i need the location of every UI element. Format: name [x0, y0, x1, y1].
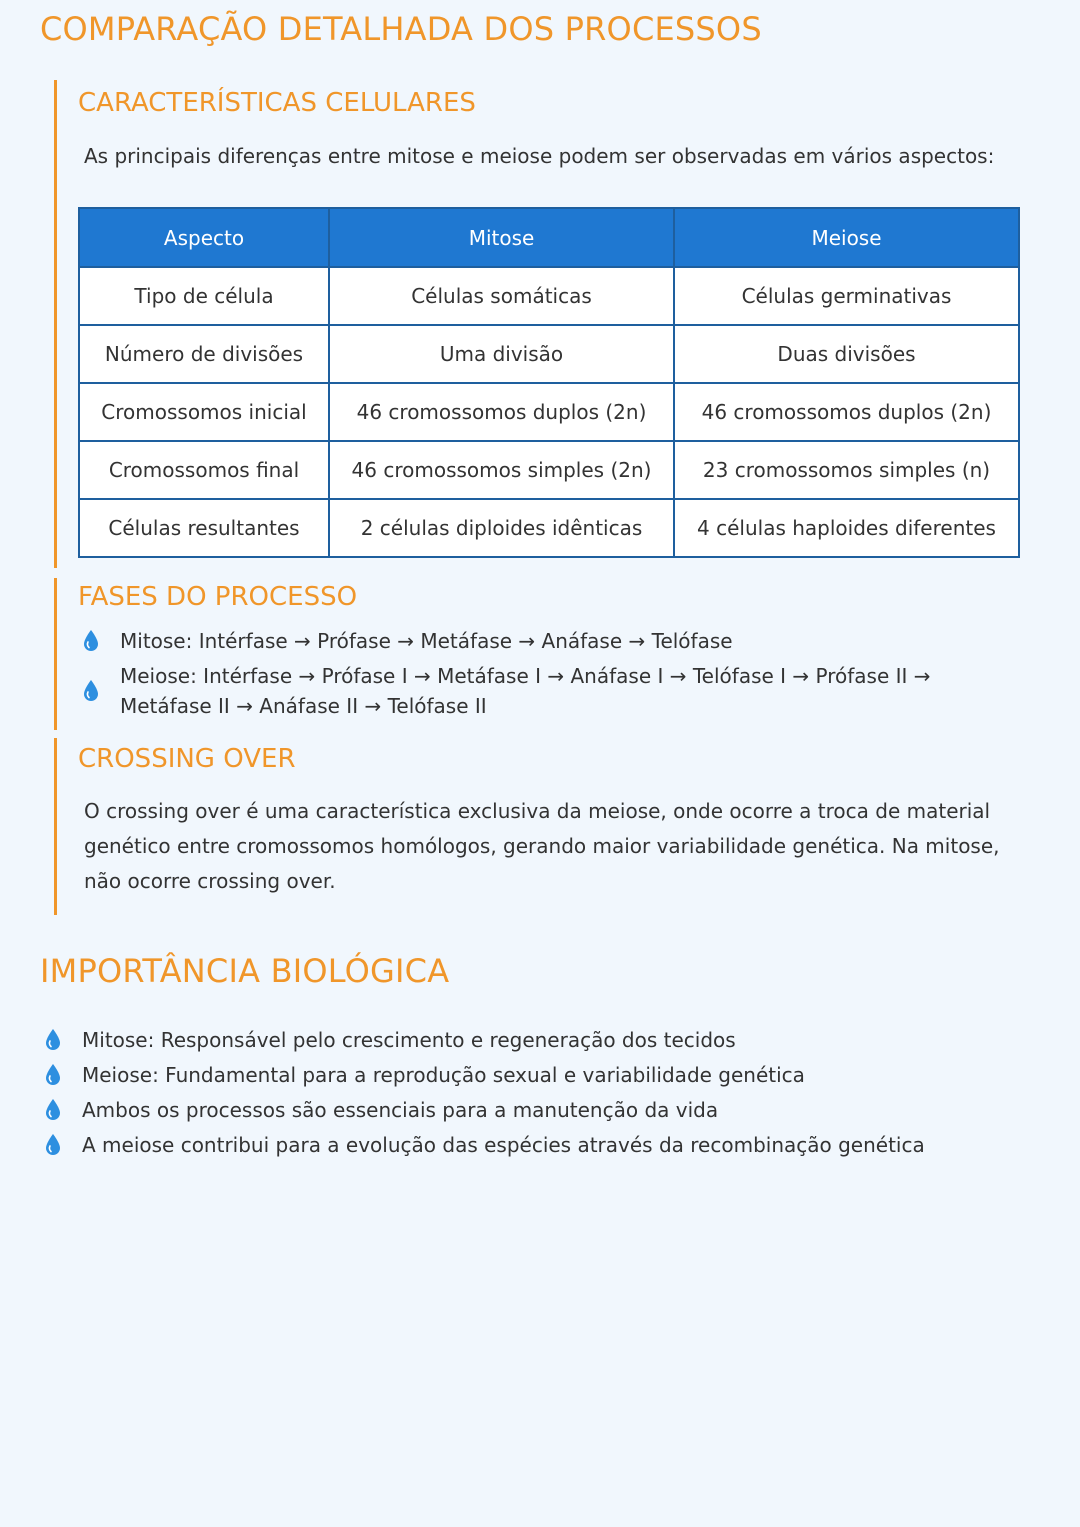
table-cell: Cromossomos final [79, 441, 329, 499]
importancia-text: Mitose: Responsável pelo crescimento e regeneração dos tecidos [82, 1028, 736, 1052]
table-cell: 46 cromossomos simples (2n) [329, 441, 674, 499]
water-drop-icon [44, 1098, 62, 1122]
water-drop-icon [44, 1133, 62, 1157]
table-cell: 46 cromossomos duplos (2n) [329, 383, 674, 441]
water-drop-icon [44, 1028, 62, 1052]
section-caracteristicas [54, 80, 1037, 568]
table-cell: 23 cromossomos simples (n) [674, 441, 1019, 499]
table-header-cell: Aspecto [79, 208, 329, 267]
importancia-text: A meiose contribui para a evolução das espécies através da recombinação genética [82, 1133, 925, 1157]
table-cell: Duas divisões [674, 325, 1019, 383]
page-title: COMPARAÇÃO DETALHADA DOS PROCESSOS [40, 10, 762, 48]
table-header-cell: Mitose [329, 208, 674, 267]
table-cell: 4 células haploides diferentes [674, 499, 1019, 557]
table-cell: Uma divisão [329, 325, 674, 383]
table-row [79, 499, 1019, 557]
importancia-text: Meiose: Fundamental para a reprodução sexual e variabilidade genética [82, 1063, 805, 1087]
section-fases [54, 578, 1037, 730]
section-heading-crossing: CROSSING OVER [78, 744, 296, 774]
importancia-list [44, 1023, 1024, 1163]
table-row [79, 441, 1019, 499]
table-row [79, 325, 1019, 383]
table-cell: Número de divisões [79, 325, 329, 383]
list-item [44, 1128, 1024, 1163]
crossing-text: O crossing over é uma característica exclusiva da meiose, onde ocorre a troca de material genético entre cromossomos homólogos, gerando maior variabilidade genética. Na mitose, não ocorre crossing over. [84, 799, 1000, 893]
water-drop-icon [82, 679, 100, 703]
list-item [44, 1023, 1024, 1058]
table-cell: 46 cromossomos duplos (2n) [674, 383, 1019, 441]
table-cell: Tipo de célula [79, 267, 329, 325]
fases-list [82, 626, 1012, 726]
table-cell: Células somáticas [329, 267, 674, 325]
importancia-text: Ambos os processos são essenciais para a manutenção da vida [82, 1098, 719, 1122]
list-item [44, 1058, 1024, 1093]
table-header-cell: Meiose [674, 208, 1019, 267]
table-header-row [79, 208, 1019, 267]
water-drop-icon [82, 629, 100, 653]
table-row [79, 383, 1019, 441]
table-cell: Células resultantes [79, 499, 329, 557]
water-drop-icon [44, 1063, 62, 1087]
table-cell: Células germinativas [674, 267, 1019, 325]
fase-text: Mitose: Intérfase → Prófase → Metáfase → Anáfase → Telófase [120, 629, 733, 653]
table-cell: 2 células diploides idênticas [329, 499, 674, 557]
intro-text: As principais diferenças entre mitose e meiose podem ser observadas em vários aspectos: [84, 144, 995, 168]
table-cell: Cromossomos inicial [79, 383, 329, 441]
section-heading-caracteristicas: CARACTERÍSTICAS CELULARES [78, 88, 476, 118]
list-item [82, 626, 1012, 656]
importancia-title: IMPORTÂNCIA BIOLÓGICA [40, 952, 450, 990]
table-row [79, 267, 1019, 325]
section-crossing-over [54, 738, 1037, 915]
comparison-table [78, 207, 1020, 558]
section-heading-fases: FASES DO PROCESSO [78, 582, 358, 612]
list-item [82, 661, 1012, 721]
fase-text: Meiose: Intérfase → Prófase I → Metáfase I → Anáfase I → Telófase I → Prófase II → Metáfase II → Anáfase II → Telófase II [120, 664, 931, 718]
list-item [44, 1093, 1024, 1128]
